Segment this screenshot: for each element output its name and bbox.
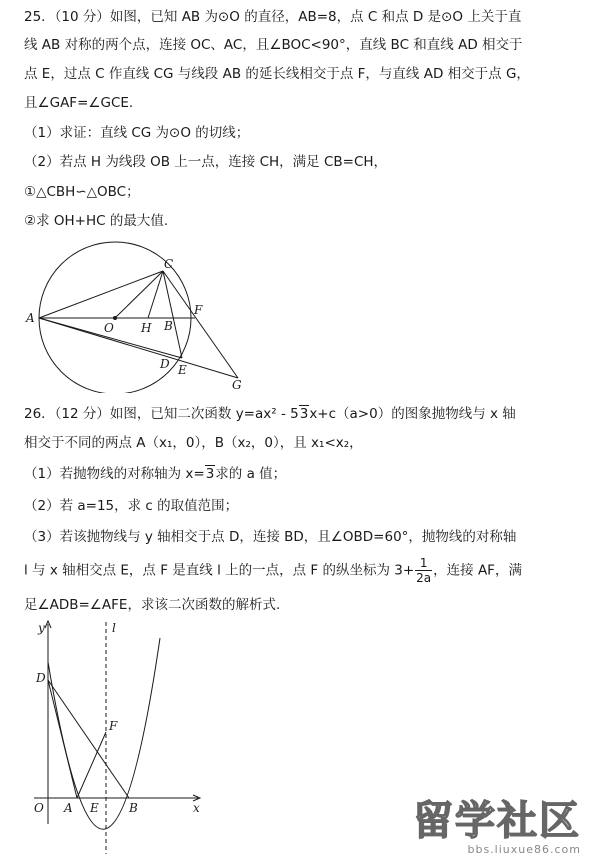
q25-part-1: （1）求证：直线 CG 为⊙O 的切线； [24,125,250,141]
watermark-url: bbs.liuxue86.com [467,843,581,856]
label-c: C [164,257,174,271]
label-h: H [141,321,152,335]
q26-line-2: 相交于不同的两点 A（x₁，0），B（x₂，0），且 x₁<x₂， [24,435,363,451]
q25-part-2: （2）若点 H 为线段 OB 上一点，连接 CH，满足 CB=CH， [24,154,388,170]
center-dot [113,316,117,320]
label-d: D [160,357,170,371]
q26-part-2: （2）若 a=15，求 c 的取值范围； [24,498,239,514]
label-y: y [38,621,45,635]
q25-line-4: 且∠GAF=∠GCE. [24,95,134,111]
label-o: O [104,321,114,335]
label-d: D [36,671,46,685]
watermark-logo: 留学社区 [413,798,581,844]
label-e: E [178,363,187,377]
q26-part-1: （1）若抛物线的对称轴为 x=3求的 a 值； [24,466,287,482]
segment-ag [39,318,238,378]
segment-af [77,732,106,798]
label-e: E [90,801,99,815]
segment-db [48,680,129,798]
segment-da [48,680,77,798]
label-b: B [129,801,138,815]
label-l: l [112,621,116,635]
label-f: F [194,303,203,317]
q26-part-3-line-2: l 与 x 轴相交点 E，点 F 是直线 l 上的一点，点 F 的纵坐标为 3+ $\frac{1}{2a}$ ，连接 AF，满 [24,556,522,585]
watermark [413,799,581,856]
q25-line-2: 线 AB 对称的两个点，连接 OC、AC，且∠BOC<90°，直线 BC 和直线 AD 相交于 [24,37,523,53]
q25-line-3: 点 E，过点 C 作直线 CG 与线段 AB 的延长线相交于点 F，与直线 AD 相交于点 G， [24,66,530,82]
fraction-1-over-2a: $\frac{1}{2a}$ [416,556,432,585]
q26-part-3-line-3: 足∠ADB=∠AFE，求该二次函数的解析式. [24,597,281,613]
label-o: O [34,801,44,815]
label-a: A [64,801,73,815]
label-f: F [109,719,118,733]
q26-line-1: 26．（12 分）如图，已知二次函数 y=ax² - 53x+c（a>0）的图象抛物线与 x 轴 [24,406,516,422]
label-g: G [232,378,242,392]
label-a: A [26,311,35,325]
segment-ac [39,271,163,318]
q25-line-1: 25．（10 分）如图，已知 AB 为⊙O 的直径，AB=8，点 C 和点 D 是⊙O 上关于直 [24,9,522,25]
q26-part-3: （3）若该抛物线与 y 轴相交于点 D，连接 BD，且∠OBD=60°，抛物线的对称轴 [24,529,517,545]
label-x: x [193,801,200,815]
q26-parabola-figure [28,618,213,854]
q25-circle-figure [20,238,270,393]
label-b: B [164,319,173,333]
q25-sub-1: ①△CBH∽△OBC； [24,184,140,200]
q25-sub-2: ②求 OH+HC 的最大值. [24,213,169,229]
